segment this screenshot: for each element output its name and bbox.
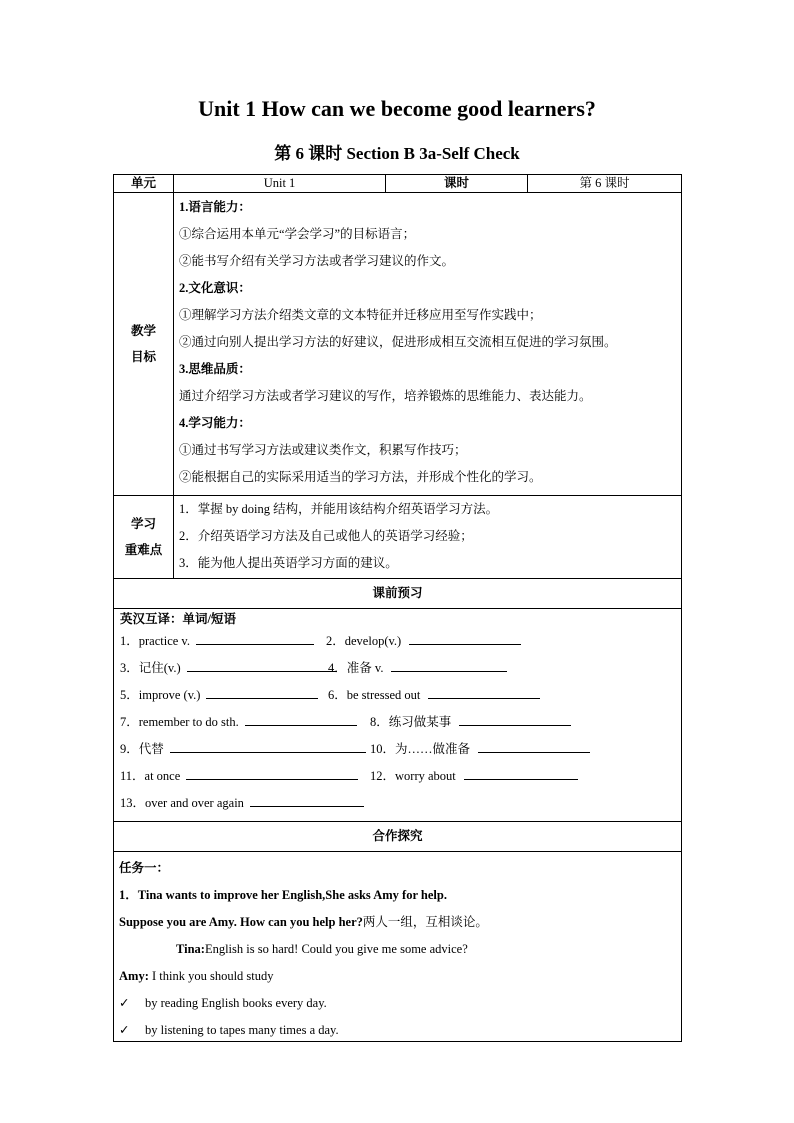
check-icon: ✓ (119, 996, 130, 1010)
answer-blank[interactable] (464, 765, 578, 780)
answer-blank[interactable] (196, 630, 314, 645)
tick-item (114, 1017, 681, 1041)
vocab-row (114, 628, 681, 655)
answer-blank[interactable] (186, 765, 358, 780)
answer-blank[interactable] (459, 711, 571, 726)
goals-row (114, 193, 682, 496)
task-question-2-cn: 两人一组，互相谈论。 (362, 915, 488, 929)
check-icon: ✓ (119, 1023, 130, 1037)
vocab-term: 6．be stressed out (328, 688, 421, 702)
explore-content (114, 852, 682, 1042)
vocab-row (114, 790, 681, 817)
vocab-term-right (326, 628, 521, 655)
tick-text: by listening to tapes many times a day. (145, 1023, 339, 1037)
answer-blank[interactable] (478, 738, 590, 753)
preview-content (114, 609, 682, 822)
key-point-line: 2．介绍英语学习方法及自己或他人的英语学习经验； (179, 529, 473, 543)
explore-heading-row (114, 822, 682, 852)
goals-line: 3.思维品质： (179, 362, 251, 376)
vocab-term: 4．准备 v. (328, 661, 384, 675)
goals-line: ②能书写介绍有关学习方法或者学习建议的作文。 (179, 254, 455, 268)
goals-line: 2.文化意识： (179, 281, 251, 295)
goals-line: ②能根据自己的实际采用适当的学习方法，并形成个性化的学习。 (179, 470, 542, 484)
goals-line: 通过介绍学习方法或者学习建议的写作，培养锻炼的思维能力、表达能力。 (179, 389, 592, 403)
preview-intro: 英汉互译：单词/短语 (120, 612, 236, 626)
explore-row (114, 852, 682, 1042)
vocab-term: 5．improve (v.) (120, 688, 201, 702)
answer-blank[interactable] (245, 711, 357, 726)
vocab-row (114, 763, 681, 790)
vocab-row (114, 736, 681, 763)
vocab-term-right (328, 682, 540, 709)
goals-line: ①综合运用本单元“学会学习”的目标语言； (179, 227, 416, 241)
explore-heading: 合作探究 (114, 822, 682, 852)
vocab-term: 3．记住(v.) (120, 661, 181, 675)
answer-blank[interactable] (170, 738, 366, 753)
amy-name: Amy: (119, 969, 149, 983)
vocab-term: 2．develop(v.) (326, 634, 402, 648)
goals-label-line2: 目标 (130, 350, 156, 364)
key-points-label-line2: 重难点 (124, 543, 163, 557)
document-subtitle: 第 6 课时 Section B 3a-Self Check (274, 144, 520, 163)
unit-label: 单元 (114, 175, 174, 193)
dialogue-tina (114, 936, 681, 963)
lesson-value: 第 6 课时 (528, 175, 682, 193)
answer-blank[interactable] (250, 792, 364, 807)
dialogue-amy (114, 963, 681, 990)
vocab-row (114, 655, 681, 682)
amy-text: I think you should study (148, 969, 274, 983)
preview-heading: 课前预习 (114, 579, 682, 609)
lesson-label: 课时 (386, 175, 528, 193)
goals-line: ①通过书写学习方法或建议类作文，积累写作技巧； (179, 443, 467, 457)
vocab-term: 8．练习做某事 (370, 715, 452, 729)
tina-text: English is so hard! Could you give me some advice? (204, 942, 468, 956)
vocab-list (114, 628, 681, 817)
goals-label (114, 193, 174, 496)
vocab-term-right (370, 763, 578, 790)
vocab-term: 7．remember to do sth. (120, 715, 239, 729)
answer-blank[interactable] (391, 657, 507, 672)
vocab-term: 13．over and over again (120, 796, 244, 810)
goals-line: ①理解学习方法介绍类文章的文本特征并迁移应用至写作实践中； (179, 308, 542, 322)
tick-item (114, 990, 681, 1017)
task-question-2-en: Suppose you are Amy. How can you help her? (119, 915, 363, 929)
key-point-line: 3．能为他人提出英语学习方面的建议。 (179, 556, 398, 570)
preview-heading-row (114, 579, 682, 609)
header-row (114, 175, 682, 193)
key-points-content (174, 496, 682, 579)
vocab-term: 9．代替 (120, 742, 164, 756)
key-points-label-line1: 学习 (130, 517, 156, 531)
task-question-2 (114, 909, 681, 936)
vocab-term-right (370, 736, 590, 763)
task-title: 任务一： (119, 861, 170, 875)
answer-blank[interactable] (409, 630, 521, 645)
task-question-1: 1．Tina wants to improve her English,She asks Amy for help. (119, 888, 447, 902)
unit-value: Unit 1 (174, 175, 386, 193)
document-title: Unit 1 How can we become good learners? (198, 96, 596, 121)
goals-line: 4.学习能力： (179, 416, 251, 430)
key-point-line: 1．掌握 by doing 结构，并能用该结构介绍英语学习方法。 (179, 502, 499, 516)
vocab-term: 10．为……做准备 (370, 742, 471, 756)
key-points-label (114, 496, 174, 579)
key-points-row (114, 496, 682, 579)
answer-blank[interactable] (206, 684, 318, 699)
vocab-term-right (370, 709, 571, 736)
answer-blank[interactable] (187, 657, 337, 672)
goals-label-line1: 教学 (130, 324, 156, 338)
preview-row (114, 609, 682, 822)
tina-name: Tina: (176, 942, 205, 956)
goals-line: 1.语言能力： (179, 200, 251, 214)
vocab-row (114, 709, 681, 736)
tick-text: by reading English books every day. (145, 996, 327, 1010)
vocab-term-right (328, 655, 507, 682)
vocab-term: 1．practice v. (120, 634, 190, 648)
goals-line: ②通过向别人提出学习方法的好建议，促进形成相互交流相互促进的学习氛围。 (179, 335, 617, 349)
vocab-row (114, 682, 681, 709)
goals-content (174, 193, 682, 496)
lesson-plan-table (113, 174, 682, 1042)
vocab-term: 11．at once (120, 769, 181, 783)
vocab-term: 12．worry about (370, 769, 456, 783)
answer-blank[interactable] (428, 684, 540, 699)
